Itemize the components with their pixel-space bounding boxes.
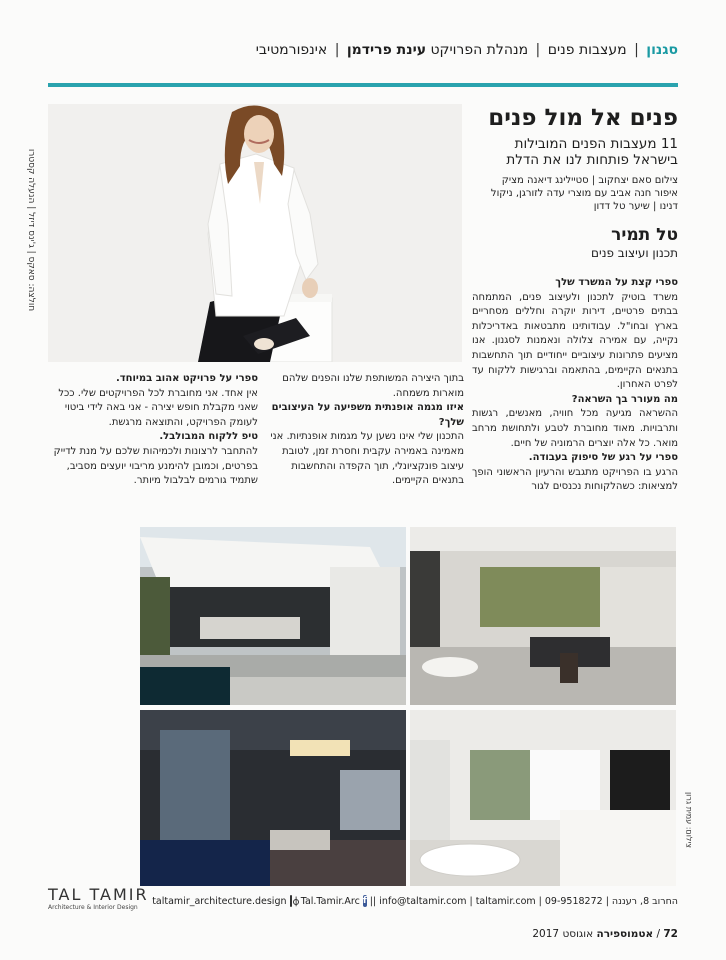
contact-address: החרוב 8, רעננה bbox=[611, 895, 678, 907]
answer-3: הרגע בו הפרויקט מתגבש והרעיון הראשוני הופך למציאות: כשהלקוחות נכנסים לגור bbox=[472, 466, 678, 493]
article-column-middle bbox=[264, 372, 464, 489]
question-5: ספרי על פרויקט אהוב במיוחד. bbox=[115, 373, 258, 384]
contact-facebook[interactable]: Tal.Tamir.Arc bbox=[300, 895, 360, 907]
designer-role: תכנון ועיצוב פנים bbox=[591, 246, 678, 260]
instagram-icon bbox=[290, 895, 292, 907]
answer-3-continued: בתוך היצירה המשותפת שלנו והפנים שלהם מוארות משמחה. bbox=[282, 373, 464, 399]
article-column-right bbox=[472, 104, 678, 495]
designer-portrait bbox=[48, 104, 462, 362]
question-4: איזו מגמה אופנתית משפיעה על העיצובים שלך? bbox=[271, 402, 464, 428]
article-credits: צילום סאם יצחקוב | סטיילינג דיאנה מציק איפור חנה אביב עם מוצרי עדה לזורגן, ניקול דנינו | שיער טל דדון bbox=[490, 175, 678, 212]
answer-5: אין אחד. אני מחוברת לכל הפרויקטים שלי. ככל שאני מקבלת חופש יצירה - אני באה לידי ביטוי לעומק הפרויקט, והתוצאה מרגשת. bbox=[58, 387, 258, 428]
photo-home-theater bbox=[140, 710, 406, 886]
contact-website[interactable]: taltamir.com bbox=[475, 895, 536, 907]
photo-living-room bbox=[410, 527, 676, 705]
interview-body bbox=[472, 276, 678, 495]
answer-6: להתחבר לרצונות ולכמיהות שלכם על מנת לדייק בפרטים, וכמובן להימנע מריבוי יועצים מסביב, שתמיד גורמים לבלבול מיותר. bbox=[53, 445, 258, 487]
answer-1: משרד בוטיק לתכנון ולעיצוב פנים, המתמחה בבתים פרטיים, דירות יוקרה וחללים מסחריים בארץ ובחו"ל. עבודותינו מתבטאות באדריכלות נקייה, עם אמירה צלולה ונאמנות לסגנון. אנו מציעים פתרונות עיצוביים ייחודיים תוך התחשבות בתנאים הקיימים, בהתאמה וברגישות ללקוח עד לפרט האחרון. bbox=[472, 291, 678, 391]
page-footer: 72 / אטמוספירה אוגוסט 2017 bbox=[532, 928, 678, 940]
breadcrumb-manager-name: עינת פרידמן bbox=[346, 42, 427, 58]
gallery-credit: צילום: עמית גרון bbox=[684, 791, 694, 849]
portrait-credit: חולצה: סאקס | ג'ינס דיזל | הנעלה קסטרו bbox=[26, 148, 36, 312]
article-title: פנים אל מול פנים bbox=[488, 105, 678, 131]
question-2: מה מעורר בך השראה? bbox=[571, 393, 678, 405]
question-1: ספרי קצת על המשרד שלך bbox=[555, 277, 678, 288]
article-column-left bbox=[48, 372, 258, 489]
header-rule bbox=[48, 83, 678, 87]
breadcrumb-manager-label: מנהלת הפרויקט bbox=[430, 42, 529, 58]
breadcrumb-info: אינפורמטיבי bbox=[255, 42, 328, 58]
company-logo bbox=[48, 885, 168, 911]
photo-patio bbox=[140, 527, 406, 705]
answer-2: ההשראה מגיעה מכל חוויה, מאנשים, רגשות ותרבויות. מאוד מחוברת לטבע ולתחושת מרחב מואר. כל אלה יוצרים הרמוניה של חיים. bbox=[472, 408, 678, 449]
contact-bar: החרוב 8, רעננה | 09-9518272 | taltamir.com | info@taltamir.com || f Tal.Tamir.Arc | taltamir_architecture.design bbox=[152, 895, 678, 907]
question-3: ספרי על רגע של סיפוק בעבודה. bbox=[528, 452, 678, 464]
page-number: 72 bbox=[663, 928, 678, 940]
photo-bathroom bbox=[410, 710, 676, 886]
question-6: טיפ ללקוח המבולבל. bbox=[159, 431, 258, 443]
section-header: סגנון | מעצבות פנים | מנהלת הפרויקט עינת פרידמן | אינפורמטיבי bbox=[255, 42, 678, 58]
portrait-illustration bbox=[48, 104, 462, 362]
section-label: סגנון bbox=[646, 42, 678, 58]
magazine-name: אטמוספירה bbox=[596, 928, 654, 940]
breadcrumb-designers: מעצבות פנים bbox=[547, 42, 627, 58]
logo-tagline: Architecture & Interior Design bbox=[48, 904, 138, 911]
contact-phone: 09-9518272 bbox=[544, 895, 603, 907]
contact-instagram[interactable]: taltamir_architecture.design bbox=[152, 895, 287, 907]
facebook-icon: f bbox=[362, 896, 367, 906]
answer-4: התכנון שלי אינו נשען על מגמות אופנתיות. אני מאמינה באמירה עקבית וחסרת זמן, לטובת עיצוב פונקציונלי, תוך הקפדה והתחשבות בתנאים הקיימים. bbox=[270, 431, 464, 487]
article-subtitle: 11 מעצבות הפנים המובילות בישראל פותחות לנו את הדלת bbox=[506, 136, 678, 168]
issue-date: אוגוסט 2017 bbox=[532, 928, 594, 940]
designer-name: טל תמיר bbox=[611, 225, 678, 245]
logo-name: TAL TAMIR bbox=[48, 885, 149, 904]
contact-email[interactable]: info@taltamir.com bbox=[379, 895, 467, 907]
